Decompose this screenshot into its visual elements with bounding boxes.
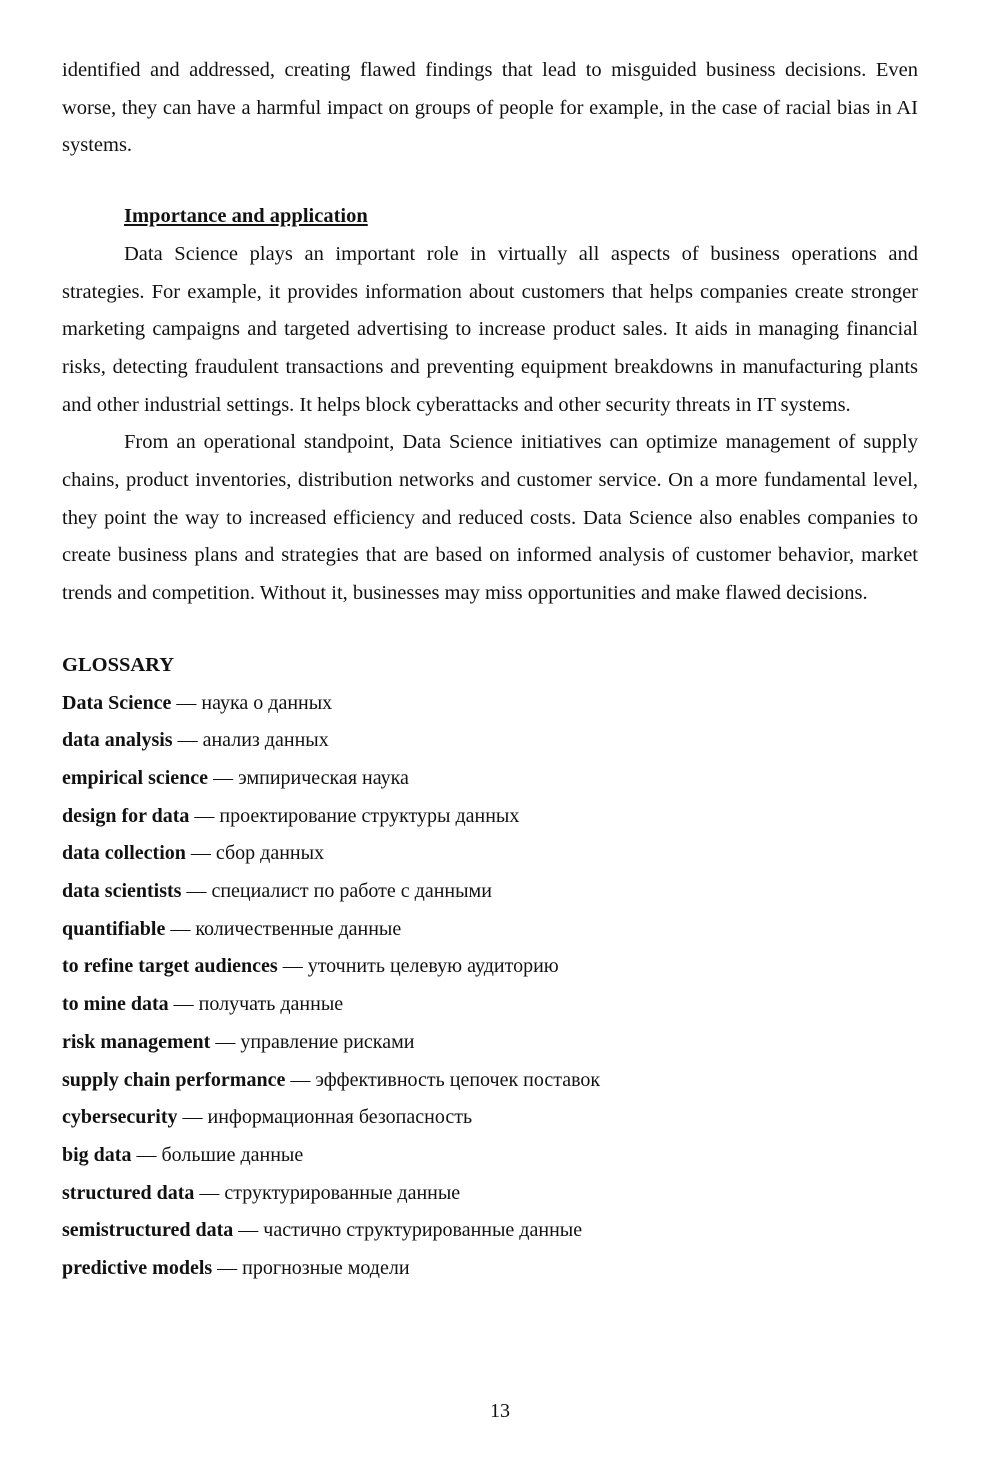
glossary-separator: —: [194, 1181, 225, 1204]
glossary-translation: частично структурированные данные: [263, 1219, 583, 1242]
glossary-term: to mine data: [62, 993, 169, 1016]
glossary-separator: —: [171, 691, 202, 714]
glossary-translation: проектирование структуры данных: [219, 804, 520, 827]
glossary-translation: уточнить целевую аудиторию: [307, 955, 559, 978]
glossary-item: [62, 1137, 918, 1175]
glossary-translation: получать данные: [198, 993, 344, 1016]
glossary-item: [62, 873, 918, 911]
glossary-separator: —: [185, 842, 216, 865]
section-heading: Importance and application: [124, 205, 368, 228]
glossary-term: empirical science: [62, 766, 209, 789]
glossary-item: [62, 986, 918, 1024]
operational-paragraph: From an operational standpoint, Data Science initiatives can optimize management of supply chains, product inventories, distribution networks and customer service. On a more fundamental level, they point the way to increased efficiency and reduced costs. Data Science also enables companies to create business plans and strategies that are based on informed analysis of customer behavior, market trends and competition. Without it, businesses may miss opportunities and make flawed decisions.: [62, 431, 918, 605]
glossary-separator: —: [210, 1030, 241, 1053]
glossary-term: Data Science: [62, 691, 172, 714]
glossary-translation: специалист по работе с данными: [211, 880, 492, 903]
glossary-translation: информационная безопасность: [207, 1106, 473, 1129]
glossary-separator: —: [172, 729, 203, 752]
glossary-term: to refine target audiences: [62, 955, 278, 978]
glossary-translation: большие данные: [161, 1143, 304, 1166]
glossary-term: semistructured data: [62, 1219, 234, 1242]
glossary-translation: сбор данных: [215, 842, 325, 865]
glossary-item: [62, 760, 918, 798]
glossary-translation: эффективность цепочек поставок: [315, 1068, 601, 1091]
glossary-term: cybersecurity: [62, 1106, 178, 1129]
glossary-item: [62, 1175, 918, 1213]
glossary-term: risk management: [62, 1030, 211, 1053]
glossary-separator: —: [131, 1143, 162, 1166]
glossary-item: [62, 1062, 918, 1100]
glossary-item: [62, 1024, 918, 1062]
glossary-translation: структурированные данные: [224, 1181, 461, 1204]
glossary-term: design for data: [62, 804, 190, 827]
glossary-separator: —: [189, 804, 220, 827]
glossary-translation: управление рисками: [240, 1030, 415, 1053]
glossary-item: [62, 798, 918, 836]
importance-paragraph: Data Science plays an important role in virtually all aspects of business operations and strategies. For example, it provides information about customers that helps companies create stronger marketing campaigns and targeted advertising to increase product sales. It aids in managing financial risks, detecting fraudulent transactions and preventing equipment breakdowns in manufacturing plants and other industrial settings. It helps block cyberattacks and other security threats in IT systems.: [62, 242, 918, 416]
glossary-term: data scientists: [62, 880, 182, 903]
glossary-separator: —: [177, 1106, 208, 1129]
glossary-separator: —: [277, 955, 308, 978]
glossary-term: structured data: [62, 1181, 195, 1204]
glossary-term: big data: [62, 1143, 132, 1166]
glossary-term: predictive models: [62, 1257, 213, 1280]
glossary-translation: наука о данных: [201, 691, 333, 714]
intro-paragraph: identified and addressed, creating flawed findings that lead to misguided business decisions. Even worse, they can have a harmful impact on groups of people for example, in the case of racial bias in AI systems.: [62, 59, 918, 157]
glossary-list: [62, 685, 918, 1288]
glossary-term: quantifiable: [62, 917, 166, 940]
glossary-separator: —: [212, 1257, 243, 1280]
glossary-separator: —: [285, 1068, 316, 1091]
glossary-separator: —: [168, 993, 199, 1016]
glossary-translation: эмпирическая наука: [238, 766, 409, 789]
glossary-term: data collection: [62, 842, 186, 865]
glossary-separator: —: [181, 880, 212, 903]
glossary-translation: анализ данных: [202, 729, 329, 752]
glossary-translation: количественные данные: [195, 917, 402, 940]
glossary-title: GLOSSARY: [62, 653, 175, 676]
glossary-term: supply chain performance: [62, 1068, 286, 1091]
glossary-separator: —: [233, 1219, 264, 1242]
document-page: [62, 52, 918, 1288]
glossary-separator: —: [165, 917, 196, 940]
glossary-term: data analysis: [62, 729, 173, 752]
glossary-item: [62, 685, 918, 723]
glossary-item: [62, 948, 918, 986]
glossary-separator: —: [208, 766, 239, 789]
glossary-item: [62, 1099, 918, 1137]
glossary-translation: прогнозные модели: [242, 1257, 410, 1280]
glossary-item: [62, 835, 918, 873]
page-number: 13: [490, 1400, 510, 1422]
glossary-item: [62, 911, 918, 949]
glossary-item: [62, 1212, 918, 1250]
glossary-item: [62, 1250, 918, 1288]
glossary-item: [62, 722, 918, 760]
